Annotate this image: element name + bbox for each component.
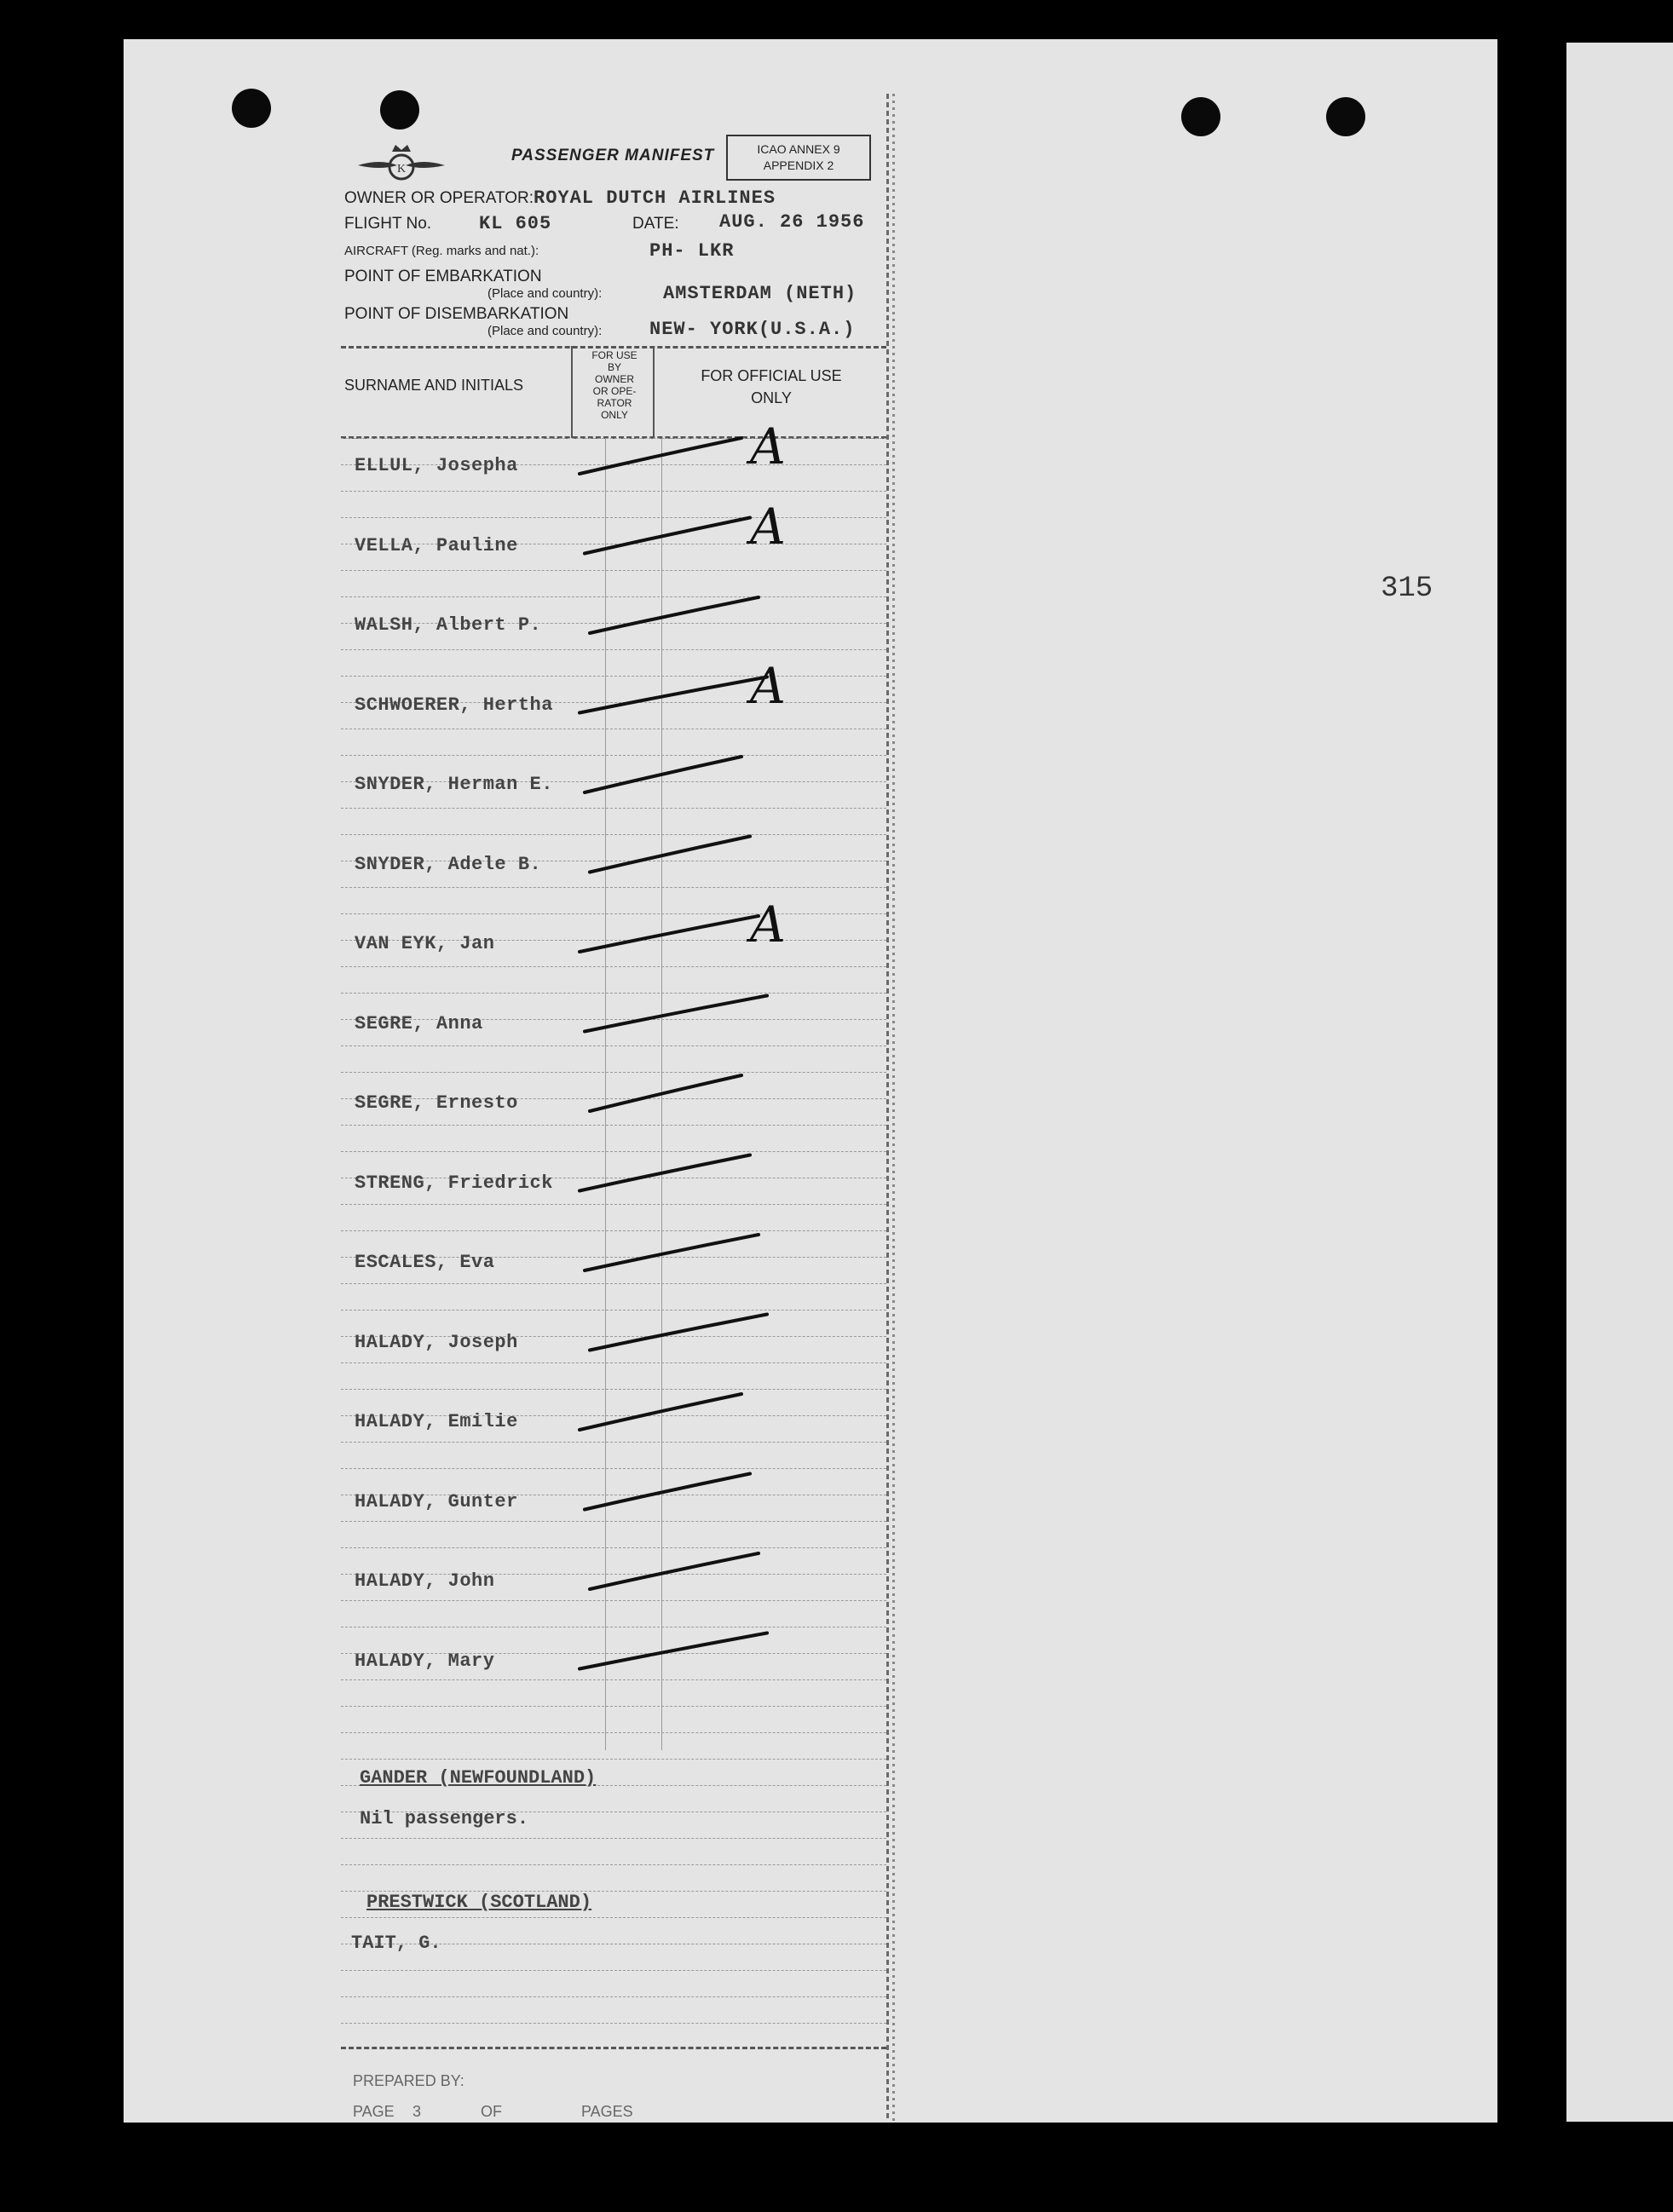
col-owner-use-line: OR OPE-: [592, 385, 637, 397]
check-stroke: [580, 916, 759, 952]
col-official-line: FOR OFFICIAL USE: [701, 367, 842, 384]
col-owner-use-line: FOR USE: [591, 349, 637, 361]
check-stroke: [585, 757, 741, 792]
col-owner-use-line: OWNER: [595, 373, 634, 385]
check-stroke: [590, 1075, 741, 1111]
check-stroke: [590, 1315, 767, 1351]
passenger-name: SCHWOERER, Hertha: [355, 694, 553, 716]
right-border: [886, 94, 889, 2122]
passenger-name: HALADY, Gunter: [355, 1490, 518, 1512]
section-gander: GANDER (NEWFOUNDLAND): [360, 1767, 597, 1789]
row-rule: [341, 1970, 886, 1971]
passenger-name: ESCALES, Eva: [355, 1252, 495, 1273]
col-owner-use-line: ONLY: [601, 409, 628, 421]
punch-hole: [1326, 97, 1365, 136]
disembark-value: NEW- YORK(U.S.A.): [649, 319, 856, 340]
col-owner-use-line: RATOR: [597, 397, 632, 409]
passenger-name: STRENG, Friedrick: [355, 1172, 553, 1194]
passenger-name: SEGRE, Ernesto: [355, 1092, 518, 1114]
passenger-name: HALADY, John: [355, 1570, 495, 1592]
flight-value: KL 605: [479, 213, 552, 234]
section-prestwick: PRESTWICK (SCOTLAND): [366, 1892, 592, 1913]
of-label: OF: [481, 2103, 502, 2120]
check-stroke: [580, 1633, 767, 1669]
date-label: DATE:: [632, 215, 679, 233]
manifest-title: PASSENGER MANIFEST: [511, 147, 715, 164]
row-rule: [341, 1838, 886, 1839]
owner-value: ROYAL DUTCH AIRLINES: [534, 187, 776, 209]
check-stroke: [585, 1235, 759, 1270]
col-official-line: ONLY: [751, 389, 792, 406]
date-value: AUG. 26 1956: [719, 211, 865, 233]
page-number: 3: [412, 2103, 422, 2120]
row-rule: [341, 1996, 886, 1997]
icao-line-2: APPENDIX 2: [763, 158, 834, 172]
passenger-name: ELLUL, Josepha: [355, 455, 518, 476]
passenger-name: SNYDER, Adele B.: [355, 853, 542, 875]
aircraft-label: AIRCRAFT (Reg. marks and nat.):: [344, 244, 539, 258]
right-border-inner: [892, 94, 895, 2122]
embark-label: POINT OF EMBARKATION: [344, 268, 542, 285]
row-rule: [341, 1864, 886, 1865]
aircraft-value: PH- LKR: [649, 240, 735, 262]
official-mark: A: [750, 497, 786, 556]
flight-label: FLIGHT No.: [344, 215, 432, 233]
punch-hole: [232, 89, 271, 128]
prepared-label: PREPARED BY:: [353, 2072, 464, 2089]
official-mark: A: [750, 656, 786, 715]
row-rule: [341, 2023, 886, 2024]
passenger-name: HALADY, Joseph: [355, 1331, 518, 1353]
check-stroke: [585, 1474, 750, 1510]
check-stroke: [590, 837, 750, 873]
check-stroke: [590, 597, 759, 633]
row-rule: [341, 1917, 886, 1918]
passenger-name: VAN EYK, Jan: [355, 933, 495, 954]
icao-line-1: ICAO ANNEX 9: [757, 142, 840, 156]
passenger-name: SEGRE, Anna: [355, 1012, 483, 1034]
official-mark: A: [750, 418, 786, 475]
pages-label: PAGES: [581, 2103, 633, 2120]
owner-label: OWNER OR OPERATOR:: [344, 189, 534, 207]
official-mark: A: [750, 896, 786, 953]
embark-value: AMSTERDAM (NETH): [663, 283, 857, 304]
col-owner-use-line: BY: [607, 361, 621, 373]
page-label: PAGE: [353, 2103, 395, 2120]
passenger-manifest: [341, 94, 893, 2122]
check-stroke: [580, 438, 741, 474]
gander-note: Nil passengers.: [360, 1808, 529, 1829]
stamp-number: 315: [1381, 573, 1434, 605]
passenger-name: HALADY, Mary: [355, 1650, 495, 1672]
check-stroke: [580, 677, 767, 713]
check-stroke: [580, 1394, 741, 1430]
svg-text:K: K: [396, 163, 407, 176]
passenger-name: SNYDER, Herman E.: [355, 774, 553, 795]
passenger-name: VELLA, Pauline: [355, 534, 518, 556]
col-surname: SURNAME AND INITIALS: [344, 377, 524, 394]
adjacent-sheet: [1566, 43, 1673, 2122]
punch-hole: [1181, 97, 1220, 136]
check-stroke: [590, 1553, 759, 1589]
passenger-name: WALSH, Albert P.: [355, 614, 542, 636]
disembark-sub: (Place and country):: [487, 324, 603, 338]
footer-rule: [341, 2047, 886, 2049]
check-stroke: [580, 1155, 750, 1191]
check-stroke: [585, 518, 750, 554]
prestwick-passenger: TAIT, G.: [351, 1933, 441, 1954]
check-stroke: [585, 996, 767, 1032]
disembark-label: POINT OF DISEMBARKATION: [344, 305, 569, 323]
embark-sub: (Place and country):: [487, 286, 603, 301]
passenger-name: HALADY, Emilie: [355, 1411, 518, 1432]
